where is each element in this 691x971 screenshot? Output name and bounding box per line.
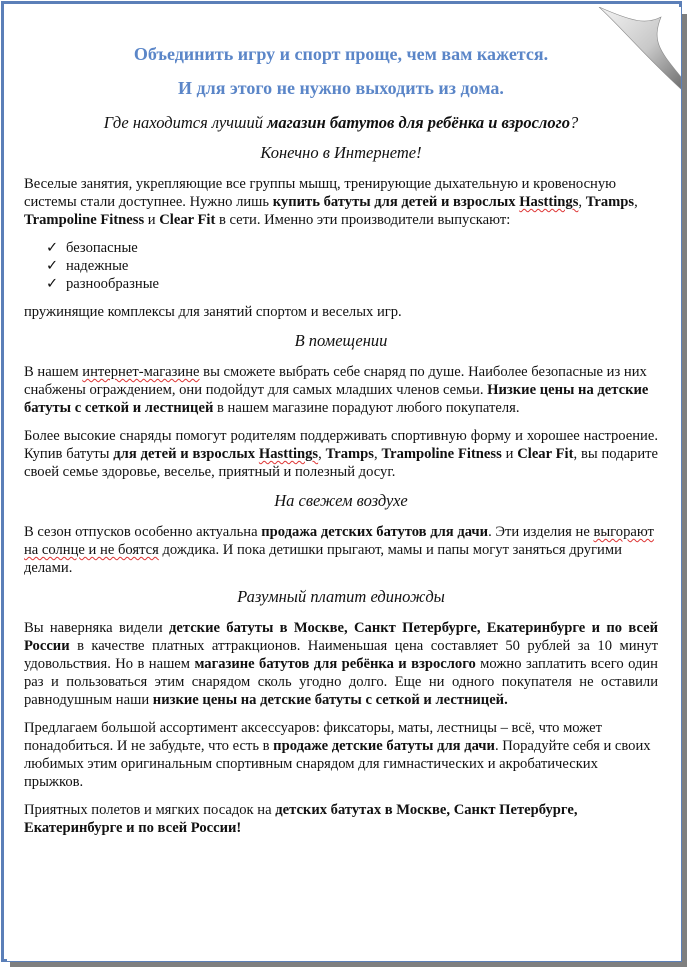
heading-internet: Конечно в Интернете! [260, 143, 422, 162]
text: В сезон отпусков особенно актуальна [24, 524, 262, 540]
title-line-2: И для этого не нужно выходить из дома. [178, 78, 504, 98]
brand-tramps: Tramps [585, 194, 635, 210]
text: в качестве платных аттракционов. Наименьшая цена составляет 50 рублей за 10 минут удовольствия. Но в нашем [24, 638, 658, 672]
bold-text: купить батуты для детей и взрослых [272, 194, 516, 210]
underlined-text: выгорают на солнце и не боятся [24, 524, 654, 558]
bold-text: детские батуты в Москве, Санкт Петербурге, Екатеринбурге и по всей России [24, 620, 658, 654]
brand-hasttings: Hasttings [519, 194, 579, 210]
list-item [46, 239, 658, 257]
bold-text: Низкие цены на детские батуты с сеткой и лестницей [24, 382, 649, 416]
list-item-label: разнообразные [66, 276, 159, 292]
subtitle-bold: магазин батутов для ребёнка и взрослого [267, 113, 570, 132]
subtitle-text: Где находится лучший [103, 113, 268, 132]
paragraph-wise-1 [24, 619, 658, 709]
text: в нашем магазине порадуют любого покупателя. [213, 400, 520, 416]
paragraph-indoor-2: Более высокие снаряды помогут родителям поддерживать спортивную форму и хорошее настроение. Купив батуты для детей и взрослых Hasttings, Tramps, Trampoline Fitness и Clear Fit, вы подарите своей семье здоровье, веселье, приятный и полезный досуг. [24, 428, 659, 480]
list-item [46, 275, 658, 293]
title-line-1: Объединить игру и спорт проще, чем вам кажется. [133, 44, 549, 64]
bold-text: детских батутах в Москве, Санкт Петербурге, Екатеринбурге и по всей России! [24, 802, 578, 836]
bold-text: низкие цены на детские батуты с сеткой и лестницей. [152, 692, 508, 708]
document-frame [1, 1, 682, 962]
brand-trampoline-fitness: Trampoline Fitness [381, 446, 502, 462]
text: . Эти изделия не [488, 524, 594, 540]
text: в сети. Именно эти производители выпускают: [215, 212, 511, 228]
paragraph-indoor-1 [24, 363, 658, 417]
paragraph-wise-3 [24, 801, 658, 837]
bold-text: для детей и взрослых [113, 446, 256, 462]
text: дождика. И пока детишки прыгают, мамы и папы могут заняться другими делами. [24, 542, 622, 576]
text: , вы подарите своей семье здоровье, веселье, приятный и полезный досуг. [24, 446, 659, 480]
text: . Порадуйте себя и своих любимых этим оригинальным спортивным снарядом для гимнастических и акробатических прыжков. [24, 738, 651, 790]
bold-text: продаже детские батуты для дачи [273, 738, 495, 754]
brand-hasttings: Hasttings [258, 446, 319, 462]
brand-tramps: Tramps [325, 446, 374, 462]
text: Вы наверняка видели [24, 620, 169, 636]
text: Приятных полетов и мягких посадок на [24, 802, 276, 818]
heading-outdoor: На свежем воздухе [274, 491, 408, 510]
list-item-label: надежные [66, 258, 129, 274]
text: В нашем [24, 364, 83, 380]
document-page [7, 7, 681, 961]
checkmark-icon: ✓ [46, 276, 59, 292]
brand-clear-fit: Clear Fit [159, 212, 216, 228]
bold-text: магазине батутов для ребёнка и взрослого [194, 656, 476, 672]
text: Предлагаем большой ассортимент аксессуаров: фиксаторы, маты, лестницы – всё, что может понадобиться. И не забудьте, что есть в [24, 720, 602, 754]
document-content [24, 37, 658, 847]
text: Более высокие снаряды помогут родителям поддерживать спортивную форму и хорошее настроение. Купив батуты [24, 428, 658, 462]
paragraph-wise-2 [24, 719, 658, 791]
list-item [46, 257, 658, 275]
paragraph-outdoor [24, 523, 658, 577]
subtitle [24, 113, 658, 133]
heading-indoor: В помещении [294, 331, 388, 350]
text: можно заплатить всего один раз и пользоваться этим снарядом сколь угодно долго. Еще ни одного покупателя не оставили равнодушным наши [24, 656, 658, 708]
paragraph-intro: Веселые занятия, укрепляющие все группы мышц, тренирующие дыхательную и кровеносную системы стали доступнее. Нужно лишь купить батуты для детей и взрослых Hasttings, Tramps, Trampoline Fitness и Clear Fit в сети. Именно эти производители выпускают: [24, 176, 638, 228]
text: Веселые занятия, укрепляющие все группы мышц, тренирующие дыхательную и кровеносную системы стали доступнее. Нужно лишь [24, 176, 617, 210]
brand-trampoline-fitness: Trampoline Fitness [24, 212, 145, 228]
bold-text: продажа детских батутов для дачи [261, 524, 489, 540]
subtitle-end: ? [569, 113, 579, 132]
brand-clear-fit: Clear Fit [517, 446, 574, 462]
internet-shop-text: интернет-магазине [82, 364, 200, 380]
checkmark-icon: ✓ [46, 240, 59, 256]
text: вы сможете выбрать себе снаряд по душе. Наиболее безопасные из них снабжены ограждением, они подойдут для самых младших членов семьи. [24, 364, 647, 398]
list-item-label: безопасные [66, 240, 138, 256]
heading-wise: Разумный платит единожды [237, 587, 445, 606]
paragraph-after-list: пружинящие комплексы для занятий спортом и веселых игр. [24, 304, 402, 320]
features-list [24, 239, 658, 293]
checkmark-icon: ✓ [46, 258, 59, 274]
